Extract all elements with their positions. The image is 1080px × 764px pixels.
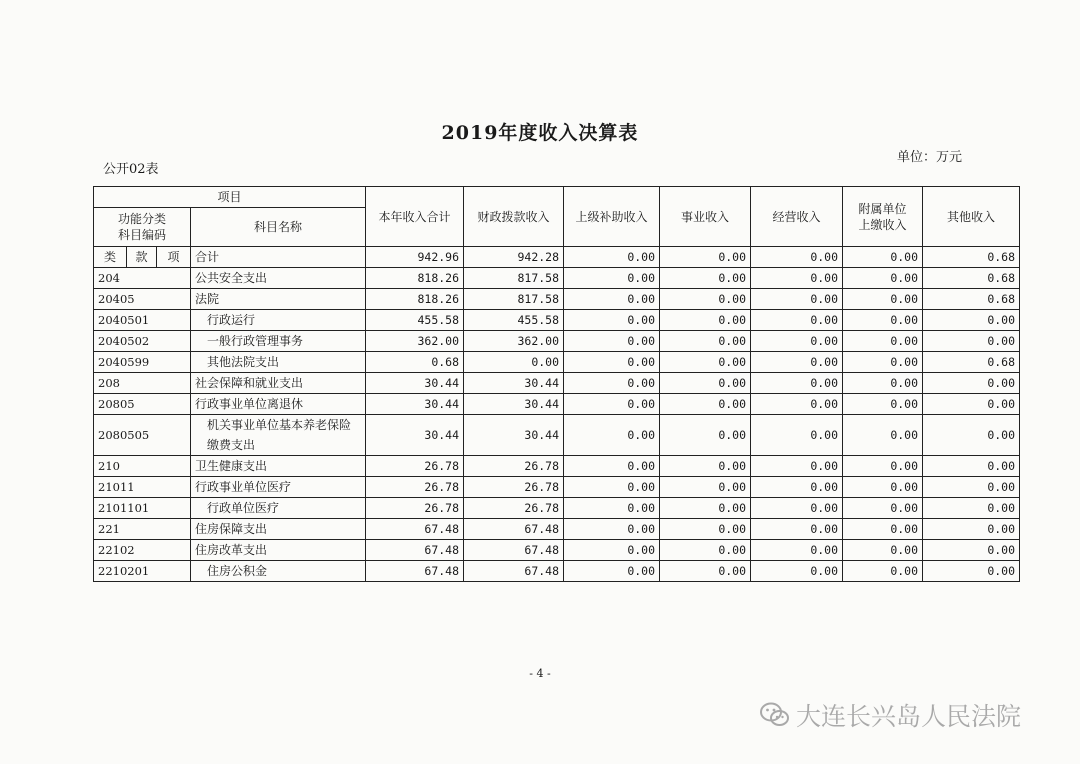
header-col-5: 附属单位上缴收入 (843, 187, 923, 247)
row-code: 2080505 (94, 415, 191, 456)
cell-5: 0.00 (843, 415, 923, 456)
cell-5: 0.00 (843, 268, 923, 289)
cell-5: 0.00 (843, 394, 923, 415)
row-name: 行政运行 (191, 310, 366, 331)
header-subject-name: 科目名称 (191, 208, 366, 247)
cell-4: 0.00 (751, 394, 843, 415)
cell-6: 0.00 (923, 331, 1020, 352)
cell-0: 26.78 (366, 477, 464, 498)
watermark (760, 697, 1021, 733)
header-col-0: 本年收入合计 (366, 187, 464, 247)
row-code: 210 (94, 456, 191, 477)
row-name: 住房公积金 (191, 561, 366, 582)
cell-1: 67.48 (464, 540, 564, 561)
row-name: 其他法院支出 (191, 352, 366, 373)
header-xiang: 项 (157, 247, 191, 268)
row-name: 住房改革支出 (191, 540, 366, 561)
row-code: 2040501 (94, 310, 191, 331)
cell-3: 0.00 (660, 415, 751, 456)
cell-3: 0.00 (660, 498, 751, 519)
header-col-4: 经营收入 (751, 187, 843, 247)
cell-2: 0.00 (564, 519, 660, 540)
row-name: 公共安全支出 (191, 268, 366, 289)
cell-0: 26.78 (366, 456, 464, 477)
wechat-icon (760, 702, 790, 728)
row-code: 20405 (94, 289, 191, 310)
cell-4: 0.00 (751, 247, 843, 268)
cell-2: 0.00 (564, 289, 660, 310)
header-col-1: 财政拨款收入 (464, 187, 564, 247)
cell-4: 0.00 (751, 373, 843, 394)
cell-0: 818.26 (366, 268, 464, 289)
cell-1: 67.48 (464, 519, 564, 540)
cell-6: 0.00 (923, 540, 1020, 561)
cell-1: 30.44 (464, 373, 564, 394)
cell-2: 0.00 (564, 415, 660, 456)
row-name: 住房保障支出 (191, 519, 366, 540)
cell-1: 67.48 (464, 561, 564, 582)
unit-label: 单位：万元 (897, 150, 963, 165)
cell-4: 0.00 (751, 268, 843, 289)
cell-1: 362.00 (464, 331, 564, 352)
cell-3: 0.00 (660, 477, 751, 498)
cell-0: 942.96 (366, 247, 464, 268)
table-row (94, 477, 1020, 498)
table-row (94, 519, 1020, 540)
header-subject-code: 科目编码 (117, 228, 166, 242)
cell-4: 0.00 (751, 477, 843, 498)
cell-2: 0.00 (564, 477, 660, 498)
cell-0: 818.26 (366, 289, 464, 310)
form-code: 公开02表 (103, 162, 159, 177)
table-row (94, 310, 1020, 331)
row-code: 2040599 (94, 352, 191, 373)
table-row (94, 498, 1020, 519)
cell-2: 0.00 (564, 561, 660, 582)
cell-4: 0.00 (751, 561, 843, 582)
cell-1: 817.58 (464, 289, 564, 310)
cell-6: 0.00 (923, 373, 1020, 394)
cell-4: 0.00 (751, 289, 843, 310)
cell-1: 455.58 (464, 310, 564, 331)
cell-2: 0.00 (564, 373, 660, 394)
cell-5: 0.00 (843, 456, 923, 477)
cell-3: 0.00 (660, 456, 751, 477)
cell-0: 455.58 (366, 310, 464, 331)
cell-1: 817.58 (464, 268, 564, 289)
cell-5: 0.00 (843, 498, 923, 519)
header-project: 项目 (94, 187, 366, 208)
cell-2: 0.00 (564, 498, 660, 519)
cell-1: 26.78 (464, 498, 564, 519)
cell-3: 0.00 (660, 561, 751, 582)
cell-5: 0.00 (843, 561, 923, 582)
cell-6: 0.00 (923, 519, 1020, 540)
cell-6: 0.00 (923, 561, 1020, 582)
cell-3: 0.00 (660, 289, 751, 310)
cell-2: 0.00 (564, 352, 660, 373)
cell-3: 0.00 (660, 352, 751, 373)
cell-3: 0.00 (660, 394, 751, 415)
row-name: 法院 (191, 289, 366, 310)
table-row (94, 394, 1020, 415)
cell-6: 0.68 (923, 247, 1020, 268)
cell-4: 0.00 (751, 498, 843, 519)
header-col-2: 上级补助收入 (564, 187, 660, 247)
cell-6: 0.00 (923, 498, 1020, 519)
header-func-class-label: 功能分类 (117, 212, 166, 226)
cell-2: 0.00 (564, 540, 660, 561)
cell-4: 0.00 (751, 331, 843, 352)
cell-6: 0.00 (923, 394, 1020, 415)
row-name: 行政事业单位离退休 (191, 394, 366, 415)
cell-1: 0.00 (464, 352, 564, 373)
row-name: 行政事业单位医疗 (191, 477, 366, 498)
table-row (94, 561, 1020, 582)
cell-6: 0.00 (923, 477, 1020, 498)
cell-0: 30.44 (366, 394, 464, 415)
row-code: 20805 (94, 394, 191, 415)
cell-1: 942.28 (464, 247, 564, 268)
cell-5: 0.00 (843, 331, 923, 352)
row-code: 204 (94, 268, 191, 289)
cell-4: 0.00 (751, 456, 843, 477)
table-row (94, 373, 1020, 394)
cell-5: 0.00 (843, 519, 923, 540)
row-name: 一般行政管理事务 (191, 331, 366, 352)
cell-4: 0.00 (751, 310, 843, 331)
cell-3: 0.00 (660, 247, 751, 268)
cell-5: 0.00 (843, 540, 923, 561)
header-col-6: 其他收入 (923, 187, 1020, 247)
cell-4: 0.00 (751, 415, 843, 456)
cell-4: 0.00 (751, 352, 843, 373)
income-table (93, 186, 1020, 582)
cell-2: 0.00 (564, 331, 660, 352)
cell-4: 0.00 (751, 540, 843, 561)
cell-1: 30.44 (464, 394, 564, 415)
page-number: - 4 - (529, 667, 551, 680)
table-row (94, 540, 1020, 561)
row-code: 2101101 (94, 498, 191, 519)
cell-6: 0.68 (923, 352, 1020, 373)
row-name: 机关事业单位基本养老保险缴费支出 (191, 415, 366, 456)
cell-0: 0.68 (366, 352, 464, 373)
cell-6: 0.00 (923, 456, 1020, 477)
cell-0: 26.78 (366, 498, 464, 519)
cell-0: 67.48 (366, 540, 464, 561)
cell-0: 67.48 (366, 561, 464, 582)
cell-3: 0.00 (660, 540, 751, 561)
table-row (94, 289, 1020, 310)
table-row (94, 331, 1020, 352)
row-code: 21011 (94, 477, 191, 498)
cell-1: 26.78 (464, 456, 564, 477)
cell-5: 0.00 (843, 352, 923, 373)
table-row (94, 415, 1020, 456)
cell-3: 0.00 (660, 268, 751, 289)
cell-0: 67.48 (366, 519, 464, 540)
table-row (94, 456, 1020, 477)
cell-3: 0.00 (660, 519, 751, 540)
cell-0: 362.00 (366, 331, 464, 352)
row-code: 2210201 (94, 561, 191, 582)
cell-6: 0.68 (923, 268, 1020, 289)
table-row (94, 268, 1020, 289)
header-kuan: 款 (127, 247, 157, 268)
row-code: 2040502 (94, 331, 191, 352)
row-name: 卫生健康支出 (191, 456, 366, 477)
cell-3: 0.00 (660, 331, 751, 352)
row-name: 行政单位医疗 (191, 498, 366, 519)
cell-6: 0.68 (923, 289, 1020, 310)
row-name: 合计 (191, 247, 366, 268)
header-func-class (94, 208, 191, 247)
cell-6: 0.00 (923, 310, 1020, 331)
row-code: 22102 (94, 540, 191, 561)
cell-5: 0.00 (843, 310, 923, 331)
row-code: 208 (94, 373, 191, 394)
row-name: 社会保障和就业支出 (191, 373, 366, 394)
cell-3: 0.00 (660, 310, 751, 331)
cell-5: 0.00 (843, 289, 923, 310)
cell-2: 0.00 (564, 247, 660, 268)
header-col-3: 事业收入 (660, 187, 751, 247)
cell-2: 0.00 (564, 310, 660, 331)
cell-0: 30.44 (366, 415, 464, 456)
cell-4: 0.00 (751, 519, 843, 540)
cell-2: 0.00 (564, 394, 660, 415)
row-code: 221 (94, 519, 191, 540)
cell-1: 30.44 (464, 415, 564, 456)
table-row (94, 247, 1020, 268)
header-row (94, 187, 1020, 208)
cell-1: 26.78 (464, 477, 564, 498)
header-lei: 类 (94, 247, 127, 268)
cell-0: 30.44 (366, 373, 464, 394)
cell-5: 0.00 (843, 247, 923, 268)
report-title: 2019年度收入决算表 (441, 122, 639, 144)
cell-3: 0.00 (660, 373, 751, 394)
cell-6: 0.00 (923, 415, 1020, 456)
cell-2: 0.00 (564, 268, 660, 289)
cell-5: 0.00 (843, 373, 923, 394)
table-row (94, 352, 1020, 373)
cell-2: 0.00 (564, 456, 660, 477)
watermark-text: 大连长兴岛人民法院 (796, 702, 1022, 731)
cell-5: 0.00 (843, 477, 923, 498)
